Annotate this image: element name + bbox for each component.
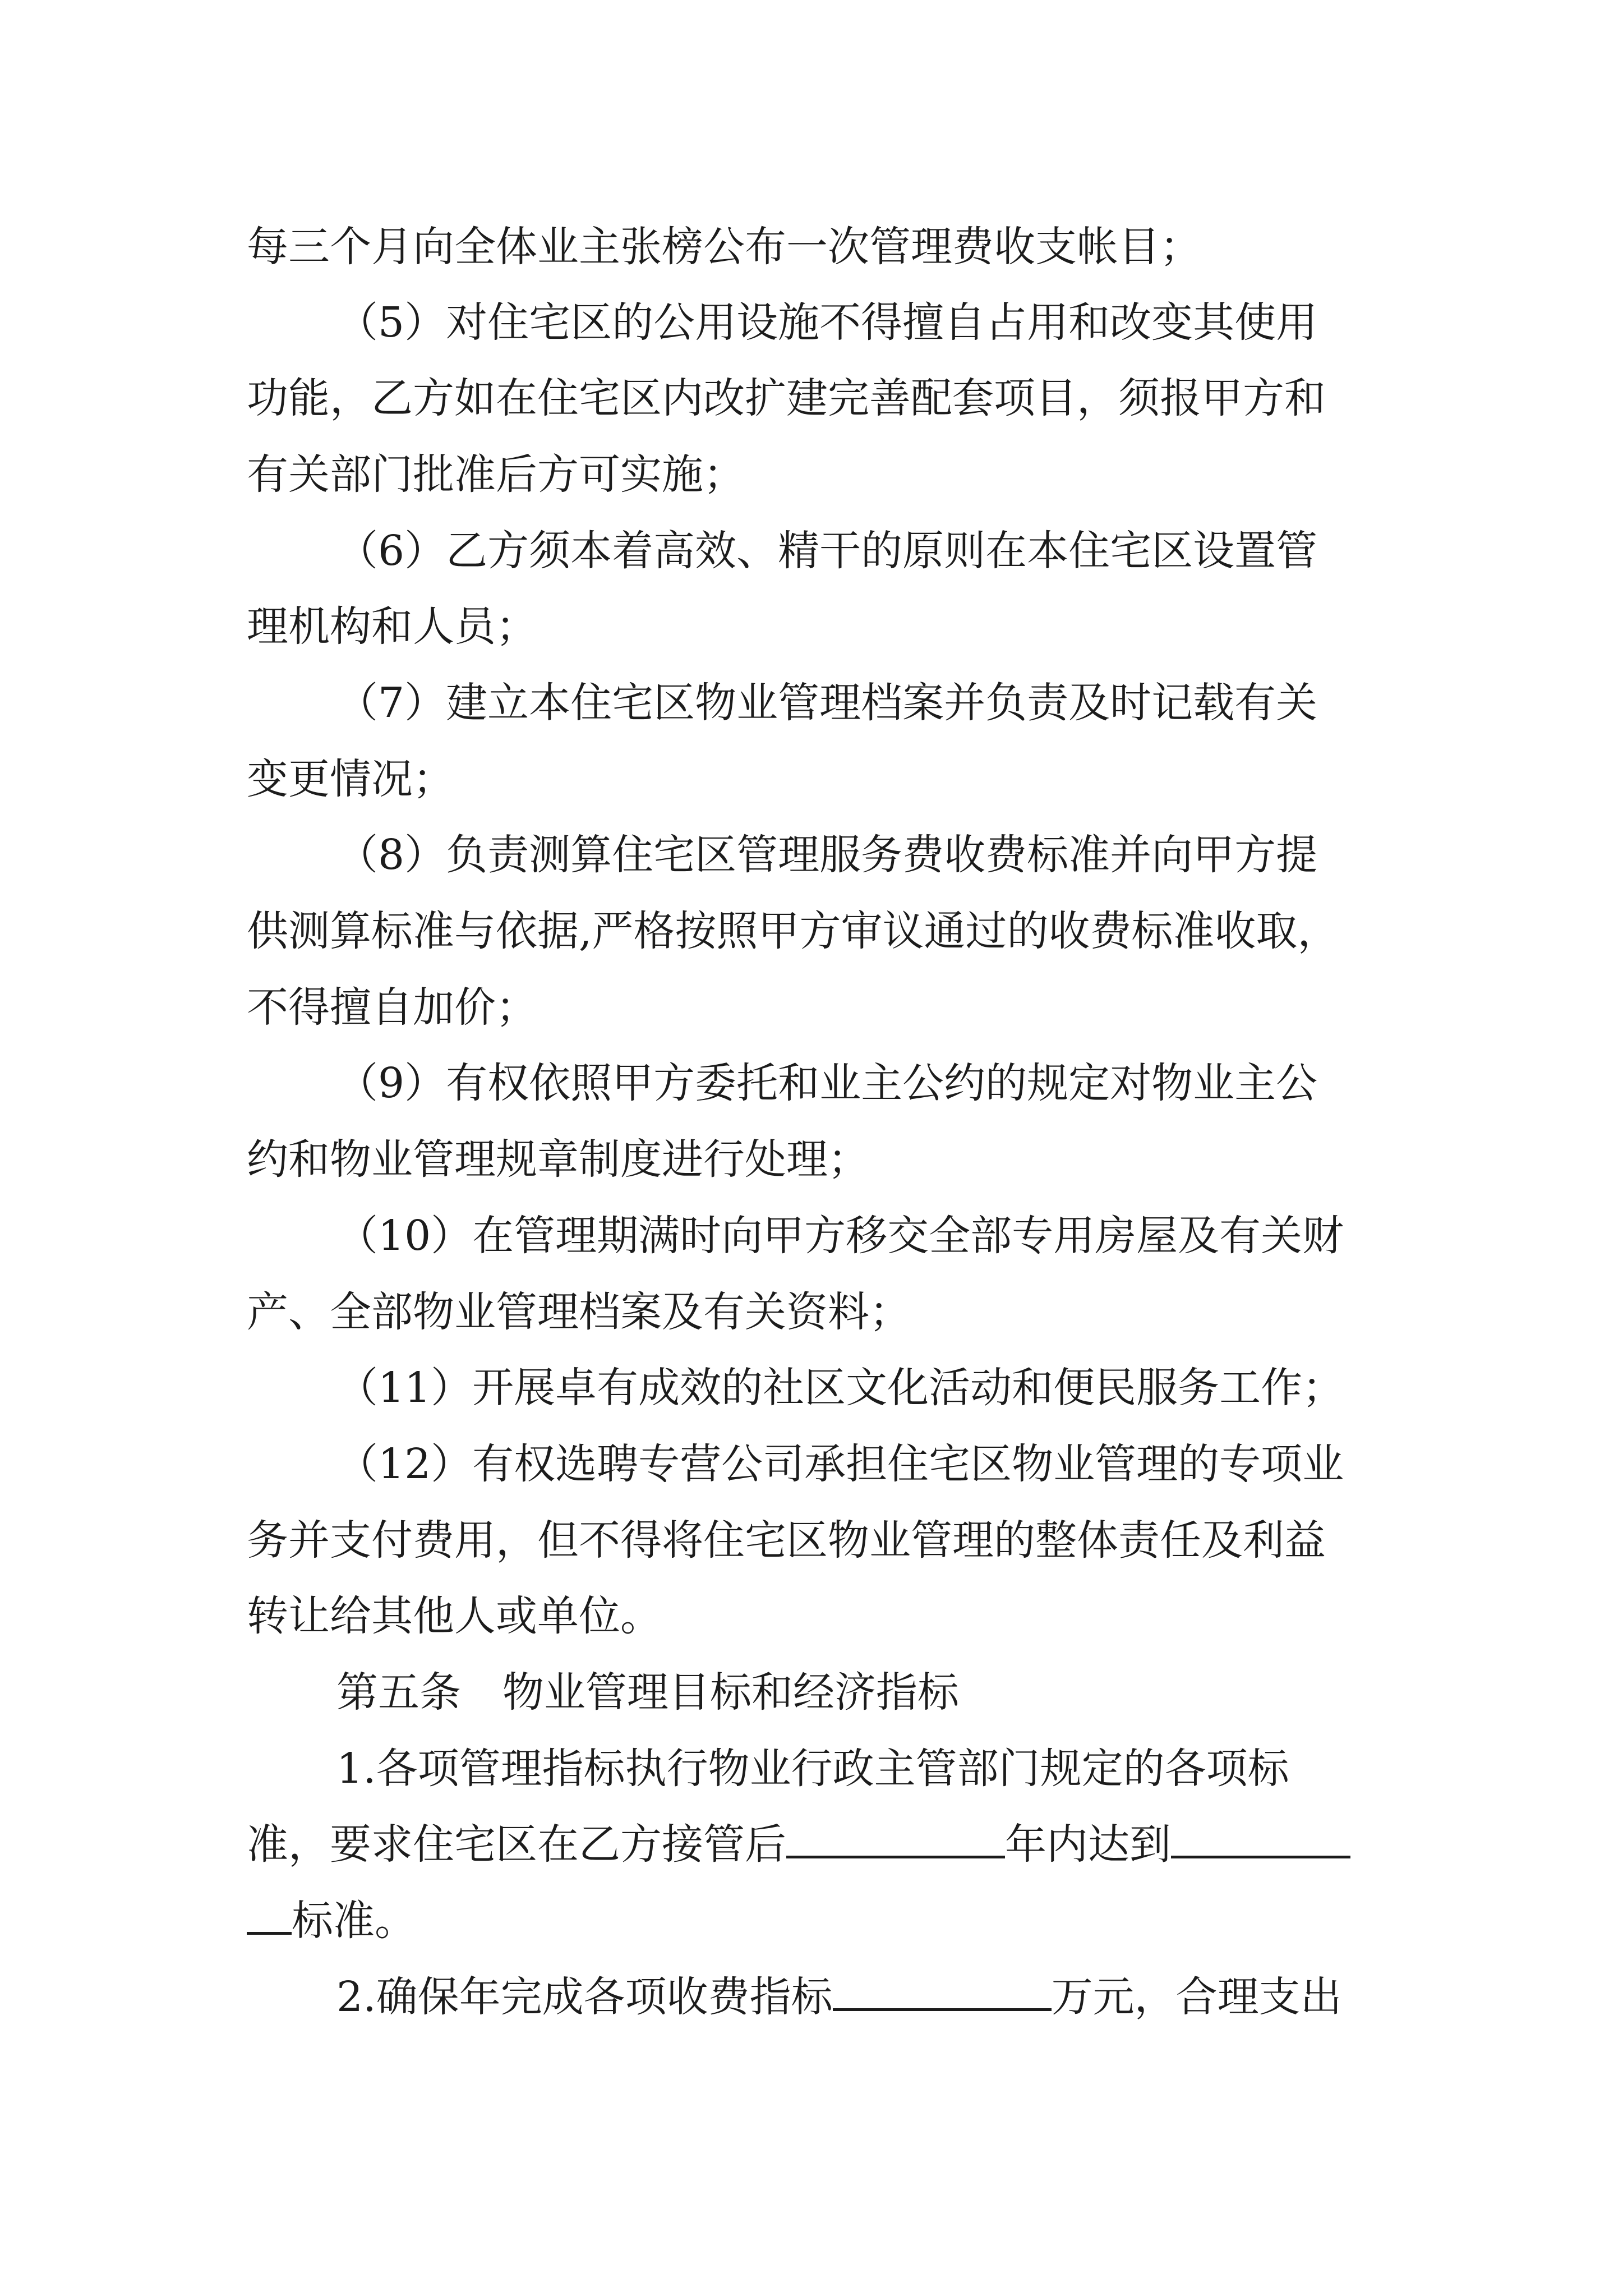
text-line-6: 理机构和人员；	[247, 602, 537, 651]
text-line-2: （5）对住宅区的公用设施不得擅自占用和改变其使用	[336, 298, 1318, 347]
text-line-16: （11）开展卓有成效的社区文化活动和便民服务工作；	[336, 1364, 1344, 1412]
text-segment: 万元，合理支出	[1051, 1973, 1342, 2021]
fill-in-blank-years[interactable]	[786, 1816, 1005, 1858]
text-line-4: 有关部门批准后方可实施；	[247, 450, 745, 499]
text-line-17: （12）有权选聘专营公司承担住宅区物业管理的专项业	[336, 1440, 1344, 1488]
text-line-13: 约和物业管理规章制度进行处理；	[247, 1135, 869, 1184]
text-segment: 2.确保年完成各项收费指标	[336, 1973, 833, 2021]
text-line-7: （7）建立本住宅区物业管理档案并负责及时记载有关	[336, 679, 1318, 727]
text-line-8: 变更情况；	[247, 755, 454, 803]
fill-in-blank-standard[interactable]	[1171, 1816, 1350, 1858]
text-line-15: 产、全部物业管理档案及有关资料；	[247, 1288, 911, 1336]
text-line-10: 供测算标准与依据,严格按照甲方审议通过的收费标准收取，	[247, 907, 1339, 955]
text-segment: 标准。	[292, 1897, 416, 1945]
text-line-11: 不得擅自加价；	[247, 983, 537, 1032]
text-line-23	[247, 1879, 416, 1963]
text-line-14: （10）在管理期满时向甲方移交全部专用房屋及有关财	[336, 1212, 1344, 1260]
text-line-3: 功能，乙方如在住宅区内改扩建完善配套项目，须报甲方和	[247, 374, 1326, 422]
text-line-1: 每三个月向全体业主张榜公布一次管理费收支帐目；	[247, 223, 1201, 271]
text-line-12: （9）有权依照甲方委托和业主公约的规定对物业主公	[336, 1059, 1318, 1107]
text-line-19: 转让给其他人或单位。	[247, 1592, 662, 1640]
fill-in-blank-amount[interactable]	[833, 1969, 1052, 2011]
text-line-9: （8）负责测算住宅区管理服务费收费标准并向甲方提	[336, 831, 1318, 879]
text-line-5: （6）乙方须本着高效、精干的原则在本住宅区设置管	[336, 527, 1318, 575]
section-heading: 第五条 物业管理目标和经济指标	[336, 1668, 959, 1717]
text-line-22	[247, 1802, 1350, 1887]
text-line-18: 务并支付费用，但不得将住宅区物业管理的整体责任及利益	[247, 1516, 1326, 1565]
text-line-21: 1.各项管理指标执行物业行政主管部门规定的各项标	[336, 1745, 1289, 1793]
text-line-24	[336, 1955, 1342, 2039]
fill-in-blank-standard-cont[interactable]	[247, 1893, 292, 1935]
text-segment: 年内达到	[1005, 1820, 1171, 1869]
text-segment: 准，要求住宅区在乙方接管后	[247, 1820, 786, 1869]
